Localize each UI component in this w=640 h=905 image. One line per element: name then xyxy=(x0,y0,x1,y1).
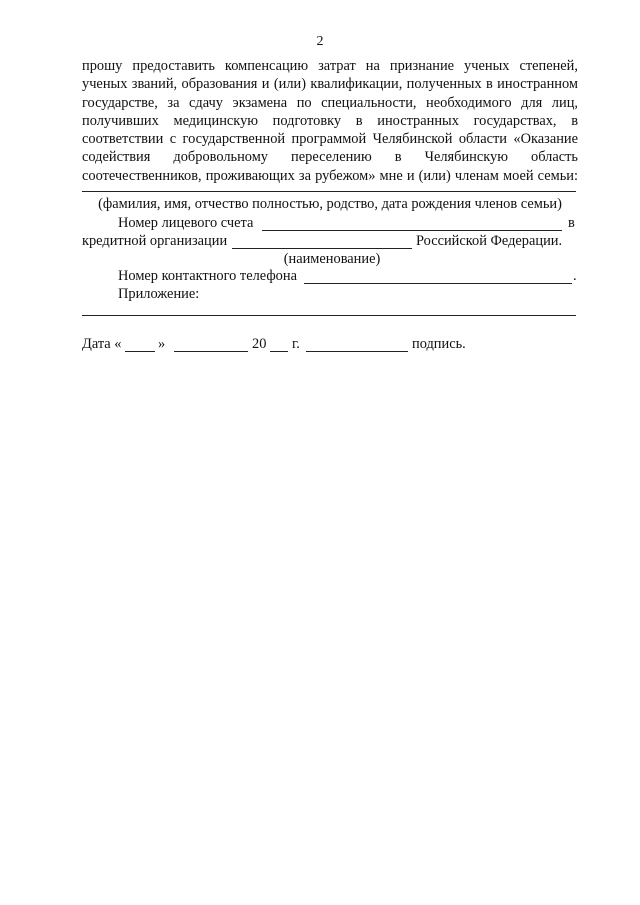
petition-line: соответствии с государственной программой Челябинской области «Оказание xyxy=(82,131,578,148)
petition-line: государстве, за сдачу экзамена по специальности, необходимого для лиц, xyxy=(82,94,578,111)
bank-name-field[interactable] xyxy=(232,248,412,249)
account-number-field[interactable] xyxy=(262,230,562,231)
family-members-field[interactable] xyxy=(82,191,576,192)
family-members-caption: (фамилия, имя, отчество полностью, родство, дата рождения членов семьи) xyxy=(98,196,562,212)
date-day-field[interactable] xyxy=(125,351,155,352)
petition-paragraph xyxy=(82,57,578,185)
petition-line: прошу предоставить компенсацию затрат на признание ученых степеней, xyxy=(82,58,578,74)
petition-line: ученых званий, образования и (или) квалификации, полученных в иностранном xyxy=(82,76,578,93)
bank-name-caption: (наименование) xyxy=(283,251,381,267)
attachment-field[interactable] xyxy=(82,315,576,316)
date-quote-close: » xyxy=(158,336,166,352)
phone-label: Номер контактного телефона xyxy=(118,268,297,284)
petition-line: соотечественников, проживающих за рубежом» мне и (или) членам моей семьи: xyxy=(82,167,578,184)
petition-line: содействия добровольному переселению в Челябинскую область xyxy=(82,149,578,166)
signature-field[interactable] xyxy=(306,351,408,352)
date-label: Дата « xyxy=(82,336,122,352)
date-year-prefix: 20 xyxy=(252,336,267,352)
petition-line: получивших медицинскую подготовку в иностранных государствах, в xyxy=(82,112,578,129)
signature-label: подпись. xyxy=(412,336,466,352)
page-number: 2 xyxy=(316,34,324,49)
date-year-field[interactable] xyxy=(270,351,288,352)
phone-field[interactable] xyxy=(304,283,572,284)
attachment-label: Приложение: xyxy=(118,286,200,302)
account-in-label: в xyxy=(568,215,575,231)
phone-end: . xyxy=(573,268,577,284)
country-label: Российской Федерации. xyxy=(416,233,563,249)
account-number-label: Номер лицевого счета xyxy=(118,215,254,231)
bank-label: кредитной организации xyxy=(82,233,228,249)
date-year-suffix: г. xyxy=(292,336,300,352)
date-month-field[interactable] xyxy=(174,351,248,352)
